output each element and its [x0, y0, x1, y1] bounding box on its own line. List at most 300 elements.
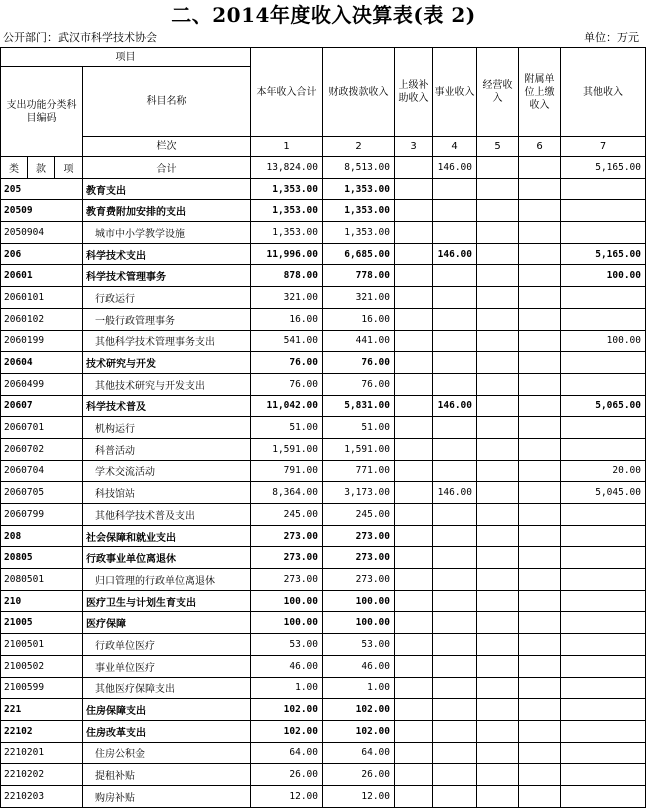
row-value	[561, 287, 646, 309]
row-value	[433, 417, 477, 439]
row-name: 提租补贴	[83, 764, 251, 786]
row-value	[433, 222, 477, 244]
row-value: 245.00	[251, 504, 323, 526]
row-value	[433, 460, 477, 482]
table-row	[1, 785, 646, 807]
header-fiscal: 财政拨款收入	[323, 48, 395, 137]
row-value	[433, 677, 477, 699]
row-value	[519, 504, 561, 526]
row-value	[519, 677, 561, 699]
row-value: 273.00	[251, 525, 323, 547]
row-value	[519, 764, 561, 786]
row-value	[433, 547, 477, 569]
row-value	[395, 460, 433, 482]
row-value	[477, 482, 519, 504]
header-operating: 经营收入	[477, 48, 519, 137]
row-value	[395, 373, 433, 395]
row-value	[561, 612, 646, 634]
row-value: 3,173.00	[323, 482, 395, 504]
row-value	[519, 287, 561, 309]
header-lei: 类	[1, 157, 28, 179]
row-name: 住房改革支出	[83, 720, 251, 742]
table-row	[1, 720, 646, 742]
row-value	[561, 373, 646, 395]
table-row	[1, 200, 646, 222]
row-value	[395, 742, 433, 764]
table-row	[1, 569, 646, 591]
row-value	[433, 720, 477, 742]
row-value	[395, 525, 433, 547]
row-code: 2210202	[1, 764, 83, 786]
table-row	[1, 634, 646, 656]
row-name: 其他科学技术普及支出	[83, 504, 251, 526]
row-value: 102.00	[323, 699, 395, 721]
row-value	[477, 590, 519, 612]
row-name: 一般行政管理事务	[83, 308, 251, 330]
row-name: 其他医疗保障支出	[83, 677, 251, 699]
row-value: 20.00	[561, 460, 646, 482]
row-value	[477, 417, 519, 439]
row-value	[477, 634, 519, 656]
row-name: 社会保障和就业支出	[83, 525, 251, 547]
row-value	[477, 612, 519, 634]
table-row	[1, 482, 646, 504]
total-label: 合计	[83, 157, 251, 179]
row-value	[395, 590, 433, 612]
row-name: 学术交流活动	[83, 460, 251, 482]
row-value	[477, 287, 519, 309]
row-value: 273.00	[251, 569, 323, 591]
table-row	[1, 764, 646, 786]
row-value: 100.00	[561, 265, 646, 287]
row-code: 2210203	[1, 785, 83, 807]
row-value	[477, 720, 519, 742]
row-value	[561, 352, 646, 374]
row-value: 1.00	[251, 677, 323, 699]
total-cell: 146.00	[433, 157, 477, 179]
table-row	[1, 222, 646, 244]
row-value	[519, 178, 561, 200]
row-code: 2060702	[1, 438, 83, 460]
row-value: 5,045.00	[561, 482, 646, 504]
row-value	[519, 308, 561, 330]
row-value: 321.00	[251, 287, 323, 309]
row-name: 教育支出	[83, 178, 251, 200]
row-value	[519, 612, 561, 634]
row-value	[561, 438, 646, 460]
row-value: 1.00	[323, 677, 395, 699]
row-value: 778.00	[323, 265, 395, 287]
table-row	[1, 504, 646, 526]
col-num: 4	[433, 137, 477, 157]
row-value: 46.00	[251, 655, 323, 677]
row-value	[433, 634, 477, 656]
row-value	[395, 222, 433, 244]
row-value	[519, 742, 561, 764]
row-value	[395, 417, 433, 439]
row-value	[519, 525, 561, 547]
row-code: 2100502	[1, 655, 83, 677]
row-value: 146.00	[433, 482, 477, 504]
table-row	[1, 352, 646, 374]
row-value	[477, 525, 519, 547]
table-row	[1, 265, 646, 287]
row-value: 273.00	[323, 525, 395, 547]
row-value	[395, 352, 433, 374]
row-value: 1,353.00	[251, 200, 323, 222]
row-value	[433, 438, 477, 460]
row-value	[561, 504, 646, 526]
row-value	[395, 265, 433, 287]
row-name: 技术研究与开发	[83, 352, 251, 374]
row-value	[519, 785, 561, 807]
row-value: 53.00	[323, 634, 395, 656]
row-value: 146.00	[433, 243, 477, 265]
row-value: 1,353.00	[323, 178, 395, 200]
row-value	[477, 243, 519, 265]
total-cell	[477, 157, 519, 179]
row-name: 其他技术研究与开发支出	[83, 373, 251, 395]
row-value	[477, 699, 519, 721]
row-value: 51.00	[323, 417, 395, 439]
table-row	[1, 677, 646, 699]
row-value	[477, 569, 519, 591]
table-row	[1, 308, 646, 330]
row-code: 20805	[1, 547, 83, 569]
unit-label: 单位：万元	[584, 31, 639, 44]
col-num: 5	[477, 137, 519, 157]
row-value	[433, 699, 477, 721]
row-value: 64.00	[251, 742, 323, 764]
row-value: 1,353.00	[323, 200, 395, 222]
row-name: 机构运行	[83, 417, 251, 439]
row-name: 医疗卫生与计划生育支出	[83, 590, 251, 612]
row-value	[395, 200, 433, 222]
header-xiang: 项	[55, 157, 83, 179]
row-value	[561, 699, 646, 721]
row-value	[519, 699, 561, 721]
total-row	[1, 157, 646, 179]
row-value: 5,165.00	[561, 243, 646, 265]
row-code: 2060199	[1, 330, 83, 352]
row-value	[477, 178, 519, 200]
row-code: 2050904	[1, 222, 83, 244]
row-value	[519, 547, 561, 569]
row-value	[395, 655, 433, 677]
row-value	[561, 634, 646, 656]
row-value	[561, 785, 646, 807]
row-value	[561, 222, 646, 244]
row-value: 771.00	[323, 460, 395, 482]
department-label: 公开部门：武汉市科学技术协会	[3, 31, 157, 44]
row-value: 102.00	[251, 699, 323, 721]
row-value: 100.00	[251, 590, 323, 612]
row-value	[561, 742, 646, 764]
row-value	[561, 178, 646, 200]
row-value	[395, 308, 433, 330]
row-value	[433, 352, 477, 374]
row-value: 76.00	[323, 352, 395, 374]
row-code: 2060102	[1, 308, 83, 330]
table-row	[1, 243, 646, 265]
row-code: 2100599	[1, 677, 83, 699]
row-value: 1,591.00	[251, 438, 323, 460]
row-value	[433, 178, 477, 200]
row-value: 100.00	[561, 330, 646, 352]
table-row	[1, 395, 646, 417]
row-value	[395, 677, 433, 699]
col-num: 6	[519, 137, 561, 157]
row-name: 城市中小学教学设施	[83, 222, 251, 244]
row-value	[395, 720, 433, 742]
row-value	[395, 634, 433, 656]
row-name: 科学技术管理事务	[83, 265, 251, 287]
row-code: 2210201	[1, 742, 83, 764]
row-value	[433, 308, 477, 330]
row-value	[433, 525, 477, 547]
row-value: 146.00	[433, 395, 477, 417]
row-value	[561, 525, 646, 547]
row-value	[433, 764, 477, 786]
row-name: 归口管理的行政单位离退休	[83, 569, 251, 591]
row-value	[519, 222, 561, 244]
row-value: 1,353.00	[323, 222, 395, 244]
col-num: 1	[251, 137, 323, 157]
row-value	[561, 569, 646, 591]
row-name: 科学技术普及	[83, 395, 251, 417]
row-value	[395, 699, 433, 721]
table-row	[1, 373, 646, 395]
row-name: 行政单位医疗	[83, 634, 251, 656]
row-value	[395, 547, 433, 569]
row-value	[519, 569, 561, 591]
header-affiliated: 附属单位上缴收入	[519, 48, 561, 137]
table-row	[1, 460, 646, 482]
row-value: 53.00	[251, 634, 323, 656]
row-value	[433, 373, 477, 395]
row-value	[477, 330, 519, 352]
row-value	[519, 395, 561, 417]
row-value	[433, 569, 477, 591]
row-value: 245.00	[323, 504, 395, 526]
row-value	[477, 308, 519, 330]
row-value	[395, 482, 433, 504]
header-code-col: 支出功能分类科目编码	[1, 67, 83, 157]
row-name: 行政运行	[83, 287, 251, 309]
row-value	[395, 764, 433, 786]
row-value	[561, 417, 646, 439]
row-value: 100.00	[323, 590, 395, 612]
row-value: 76.00	[323, 373, 395, 395]
row-value	[395, 330, 433, 352]
table-row	[1, 330, 646, 352]
total-cell	[519, 157, 561, 179]
row-value	[477, 742, 519, 764]
table-row	[1, 525, 646, 547]
row-value	[433, 612, 477, 634]
row-value: 321.00	[323, 287, 395, 309]
row-value	[395, 504, 433, 526]
row-value: 273.00	[323, 569, 395, 591]
row-value	[519, 265, 561, 287]
row-value: 51.00	[251, 417, 323, 439]
row-value	[561, 655, 646, 677]
col-num: 3	[395, 137, 433, 157]
row-value	[519, 200, 561, 222]
header-item: 项目	[1, 48, 251, 67]
row-name: 医疗保障	[83, 612, 251, 634]
row-value	[477, 222, 519, 244]
row-value: 441.00	[323, 330, 395, 352]
total-cell: 5,165.00	[561, 157, 646, 179]
row-value	[519, 438, 561, 460]
row-value: 76.00	[251, 352, 323, 374]
row-value	[395, 287, 433, 309]
row-code: 2060799	[1, 504, 83, 526]
header-kuan: 款	[28, 157, 55, 179]
row-value	[477, 395, 519, 417]
table-row	[1, 287, 646, 309]
row-value: 11,042.00	[251, 395, 323, 417]
row-code: 2060101	[1, 287, 83, 309]
row-name: 教育费附加安排的支出	[83, 200, 251, 222]
row-value	[477, 764, 519, 786]
row-value: 102.00	[323, 720, 395, 742]
row-value	[519, 590, 561, 612]
row-value: 12.00	[251, 785, 323, 807]
total-cell: 8,513.00	[323, 157, 395, 179]
row-value	[433, 330, 477, 352]
row-value	[433, 287, 477, 309]
table-row	[1, 417, 646, 439]
row-value: 16.00	[323, 308, 395, 330]
row-value	[395, 612, 433, 634]
row-value	[561, 764, 646, 786]
row-value	[519, 243, 561, 265]
row-value	[433, 265, 477, 287]
row-value: 26.00	[323, 764, 395, 786]
row-value	[477, 438, 519, 460]
row-value	[395, 438, 433, 460]
row-value: 64.00	[323, 742, 395, 764]
row-value: 5,831.00	[323, 395, 395, 417]
header-column-order: 栏次	[83, 137, 251, 157]
row-code: 2060499	[1, 373, 83, 395]
row-name: 科技馆站	[83, 482, 251, 504]
row-value	[433, 590, 477, 612]
row-code: 2060701	[1, 417, 83, 439]
row-value	[433, 200, 477, 222]
row-value: 1,353.00	[251, 178, 323, 200]
col-num: 2	[323, 137, 395, 157]
table-row	[1, 178, 646, 200]
row-value: 541.00	[251, 330, 323, 352]
row-value	[477, 265, 519, 287]
row-code: 21005	[1, 612, 83, 634]
row-value	[395, 178, 433, 200]
table-row	[1, 438, 646, 460]
row-value	[477, 547, 519, 569]
row-name: 购房补贴	[83, 785, 251, 807]
row-name: 其他科学技术管理事务支出	[83, 330, 251, 352]
row-value: 102.00	[251, 720, 323, 742]
row-value: 11,996.00	[251, 243, 323, 265]
row-value	[477, 655, 519, 677]
row-code: 20509	[1, 200, 83, 222]
row-value	[519, 460, 561, 482]
row-value: 1,353.00	[251, 222, 323, 244]
row-value	[433, 504, 477, 526]
row-value	[477, 352, 519, 374]
row-value: 273.00	[251, 547, 323, 569]
row-value	[395, 569, 433, 591]
total-cell: 13,824.00	[251, 157, 323, 179]
row-value	[477, 677, 519, 699]
row-value	[395, 395, 433, 417]
row-value: 76.00	[251, 373, 323, 395]
row-name: 科学技术支出	[83, 243, 251, 265]
row-code: 205	[1, 178, 83, 200]
row-code: 210	[1, 590, 83, 612]
row-value: 273.00	[323, 547, 395, 569]
row-value	[519, 417, 561, 439]
row-value	[477, 504, 519, 526]
row-value	[561, 677, 646, 699]
row-code: 20607	[1, 395, 83, 417]
row-value: 100.00	[323, 612, 395, 634]
row-code: 22102	[1, 720, 83, 742]
row-code: 206	[1, 243, 83, 265]
income-table	[0, 47, 646, 808]
table-row	[1, 742, 646, 764]
row-value	[477, 373, 519, 395]
row-value	[477, 200, 519, 222]
row-code: 20604	[1, 352, 83, 374]
row-value: 100.00	[251, 612, 323, 634]
table-row	[1, 547, 646, 569]
header-upper-subsidy: 上级补助收入	[395, 48, 433, 137]
row-name: 住房公积金	[83, 742, 251, 764]
header-name-col: 科目名称	[83, 67, 251, 137]
header-total-income: 本年收入合计	[251, 48, 323, 137]
row-code: 208	[1, 525, 83, 547]
row-value: 46.00	[323, 655, 395, 677]
row-value: 8,364.00	[251, 482, 323, 504]
table-row	[1, 655, 646, 677]
row-code: 2060705	[1, 482, 83, 504]
row-code: 20601	[1, 265, 83, 287]
row-value	[477, 460, 519, 482]
row-value	[395, 785, 433, 807]
row-value: 12.00	[323, 785, 395, 807]
row-value	[395, 243, 433, 265]
row-code: 2080501	[1, 569, 83, 591]
row-value	[519, 655, 561, 677]
row-value	[519, 482, 561, 504]
row-value	[433, 785, 477, 807]
row-value	[561, 720, 646, 742]
row-value	[519, 634, 561, 656]
row-value	[433, 655, 477, 677]
row-value: 5,065.00	[561, 395, 646, 417]
row-code: 221	[1, 699, 83, 721]
row-name: 住房保障支出	[83, 699, 251, 721]
row-value: 16.00	[251, 308, 323, 330]
row-value: 791.00	[251, 460, 323, 482]
table-row	[1, 699, 646, 721]
row-value: 6,685.00	[323, 243, 395, 265]
row-value	[561, 547, 646, 569]
